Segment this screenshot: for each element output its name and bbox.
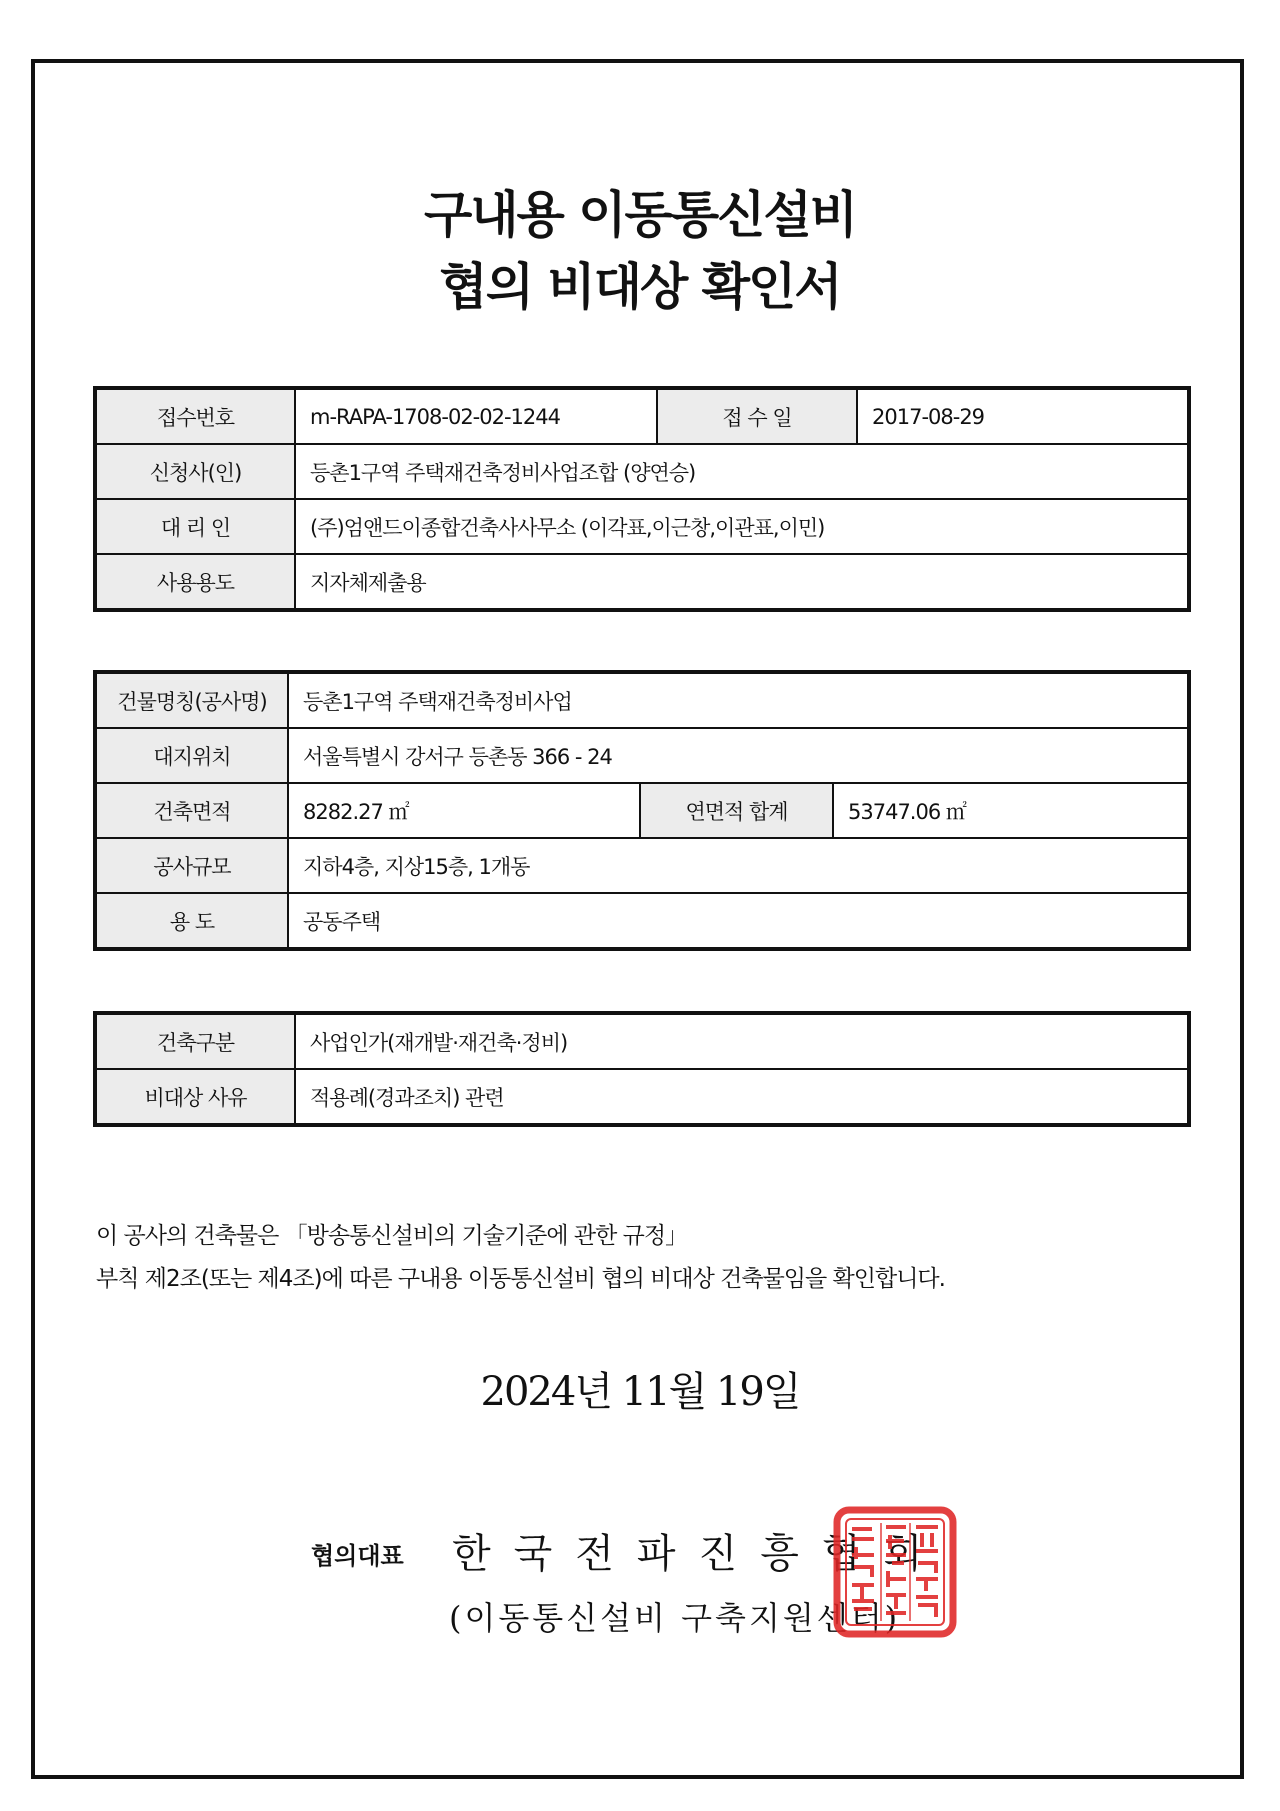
table-row [95,1069,1189,1125]
official-seal-stamp [832,1505,958,1639]
receipt-number-label: 접수번호 [95,388,295,444]
exemption-reason-label: 비대상 사유 [95,1069,295,1125]
document-title-line1: 구내용 이동통신설비 [423,186,857,244]
confirmation-statement-line2: 부칙 제2조(또는 제4조)에 따른 구내용 이동통신설비 협의 비대상 건축물임을 확인합니다. [96,1266,945,1292]
table-row [95,728,1189,783]
receipt-info-table [93,386,1191,612]
location-value: 서울특별시 강서구 등촌동 366 - 24 [288,728,1189,783]
building-name-label: 건물명칭(공사명) [95,672,288,728]
receipt-date-value: 2017-08-29 [857,388,1189,444]
table-row [95,388,1189,444]
building-use-value: 공동주택 [288,893,1189,949]
receipt-number-value: m-RAPA-1708-02-02-1244 [295,388,657,444]
classification-table [93,1011,1191,1127]
table-row [95,672,1189,728]
table-row [95,499,1189,554]
construction-type-label: 건축구분 [95,1013,295,1069]
total-area-value: 53747.06 ㎡ [833,783,1189,838]
usage-value: 지자체제출용 [295,554,1189,610]
table-row [95,838,1189,893]
receipt-date-label: 접 수 일 [657,388,857,444]
applicant-value: 등촌1구역 주택재건축정비사업조합 (양연승) [295,444,1189,499]
building-area-label: 건축면적 [95,783,288,838]
agent-label: 대 리 인 [95,499,295,554]
table-row [95,783,1189,838]
building-info-table [93,670,1191,951]
agent-value: (주)엄앤드이종합건축사사무소 (이각표,이근창,이관표,이민) [295,499,1189,554]
signature-subtitle: (이동통신설비 구축지원센터) [449,1599,901,1637]
confirmation-statement-line1: 이 공사의 건축물은 「방송통신설비의 기술기준에 관한 규정」 [96,1223,688,1249]
location-label: 대지위치 [95,728,288,783]
construction-scale-label: 공사규모 [95,838,288,893]
table-row [95,444,1189,499]
signature-label: 협의대표 [311,1541,404,1570]
document-title-line2: 협의 비대상 확인서 [439,258,841,316]
table-row [95,893,1189,949]
exemption-reason-value: 적용례(경과조치) 관련 [295,1069,1189,1125]
applicant-label: 신청사(인) [95,444,295,499]
table-row [95,554,1189,610]
construction-scale-value: 지하4층, 지상15층, 1개동 [288,838,1189,893]
building-name-value: 등촌1구역 주택재건축정비사업 [288,672,1189,728]
table-row [95,1013,1189,1069]
building-area-value: 8282.27 ㎡ [288,783,640,838]
issue-date: 2024년 11월 19일 [480,1369,800,1415]
building-use-label: 용 도 [95,893,288,949]
usage-label: 사용용도 [95,554,295,610]
signature-organization: 한국전파진흥협회 [452,1531,946,1577]
total-area-label: 연면적 합계 [640,783,833,838]
construction-type-value: 사업인가(재개발·재건축·정비) [295,1013,1189,1069]
